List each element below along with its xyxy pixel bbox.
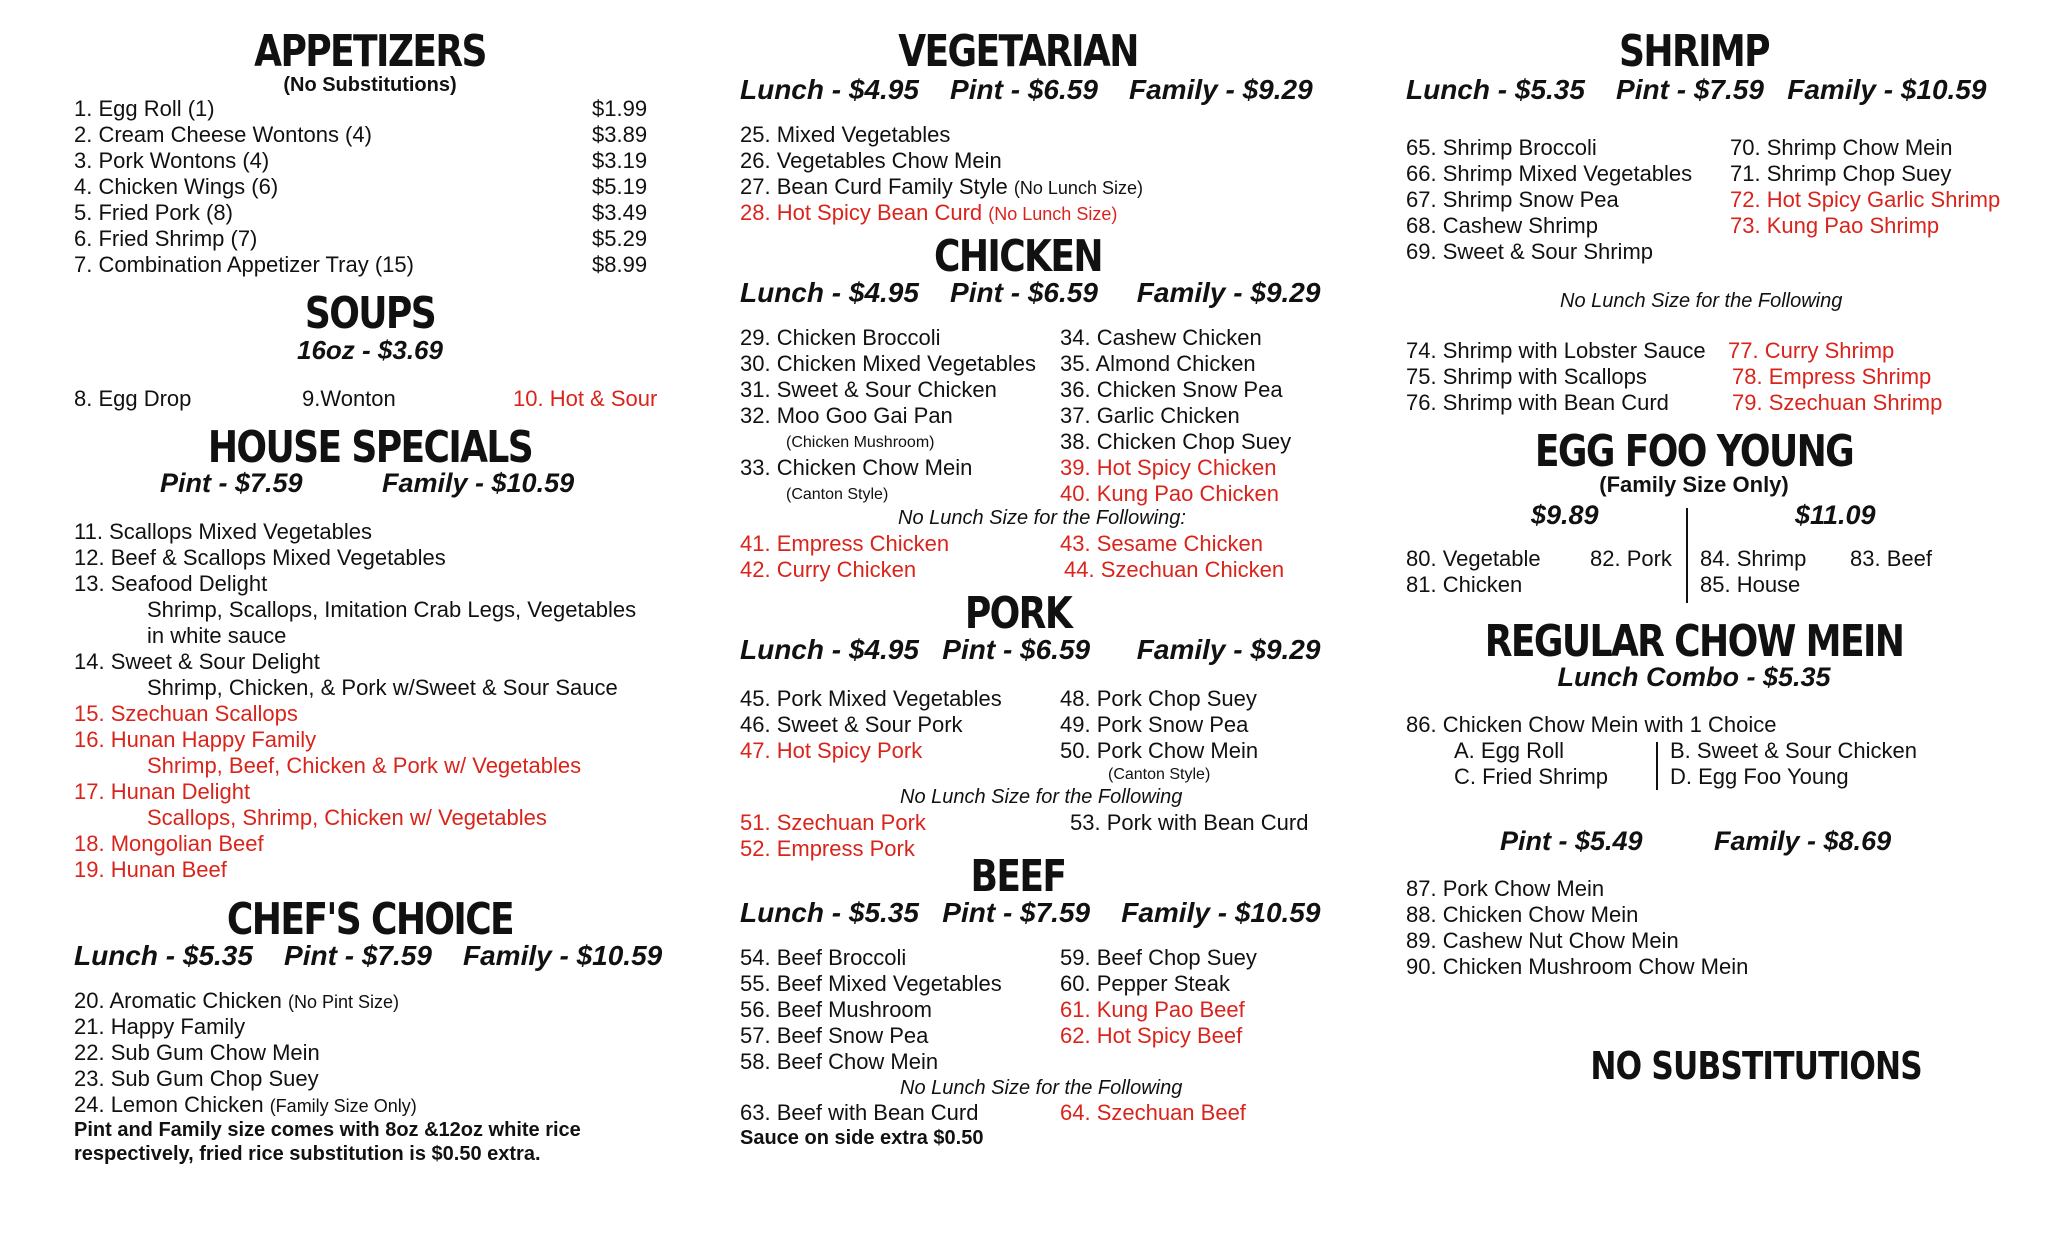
- list-item: 45. Pork Mixed Vegetables: [740, 686, 1002, 711]
- list-item: 42. Curry Chicken: [740, 557, 917, 582]
- chefs-choice-title: CHEF'S CHOICE: [226, 894, 514, 945]
- list-item: 73. Kung Pao Shrimp: [1730, 213, 1940, 238]
- column-middle: [738, 0, 1358, 1243]
- no-lunch-note: No Lunch Size for the Following: [900, 1077, 1183, 1099]
- list-item: 32. Moo Goo Gai Pan: [740, 403, 953, 428]
- choice-item: D. Egg Foo Young: [1670, 764, 1849, 789]
- list-item: [74, 1092, 417, 1119]
- list-item: 88. Chicken Chow Mein: [1406, 902, 1639, 927]
- list-item: 90. Chicken Mushroom Chow Mein: [1406, 954, 1749, 979]
- item-name: 24. Lemon Chicken: [74, 1092, 264, 1117]
- rice-footnote-1: Pint and Family size comes with 8oz &12oz white rice: [74, 1119, 581, 1141]
- pork-title: PORK: [964, 588, 1072, 639]
- list-item: 56. Beef Mushroom: [740, 997, 932, 1022]
- column-left: [70, 0, 670, 1243]
- appetizers-title: APPETIZERS: [254, 26, 486, 77]
- list-item: 60. Pepper Steak: [1060, 971, 1231, 996]
- list-item: 25. Mixed Vegetables: [740, 122, 951, 147]
- list-item: 53. Pork with Bean Curd: [1070, 810, 1309, 835]
- item-description: Scallops, Shrimp, Chicken w/ Vegetables: [147, 805, 547, 830]
- list-item: 69. Sweet & Sour Shrimp: [1406, 239, 1654, 264]
- soup-egg-drop: 8. Egg Drop: [74, 386, 192, 411]
- list-item: 40. Kung Pao Chicken: [1060, 481, 1279, 506]
- list-item: 21. Happy Family: [74, 1014, 246, 1039]
- list-item: 52. Empress Pork: [740, 836, 915, 861]
- divider: [1656, 742, 1658, 790]
- appetizer-2: 2. Cream Cheese Wontons (4): [74, 122, 372, 147]
- list-item: 36. Chicken Snow Pea: [1060, 377, 1283, 402]
- list-item: 72. Hot Spicy Garlic Shrimp: [1730, 187, 2001, 212]
- list-item: 30. Chicken Mixed Vegetables: [740, 351, 1036, 376]
- beef-prices: Lunch - $5.35 Pint - $7.59 Family - $10.59: [740, 897, 1321, 928]
- soups-title: SOUPS: [304, 288, 436, 339]
- item-note: (Family Size Only): [269, 1096, 417, 1116]
- list-item: [74, 988, 399, 1015]
- choice-item: C. Fried Shrimp: [1454, 764, 1609, 789]
- choice-item: B. Sweet & Sour Chicken: [1670, 738, 1918, 763]
- choice-item: A. Egg Roll: [1454, 738, 1565, 763]
- list-item: 43. Sesame Chicken: [1060, 531, 1263, 556]
- list-item: 15. Szechuan Scallops: [74, 701, 298, 726]
- appetizer-2-price: $3.89: [592, 122, 648, 147]
- chicken-title: CHICKEN: [934, 231, 1102, 282]
- list-item: 18. Mongolian Beef: [74, 831, 264, 856]
- list-item: 67. Shrimp Snow Pea: [1406, 187, 1619, 212]
- house-specials-pint: Pint - $7.59: [160, 468, 303, 498]
- list-item: 85. House: [1700, 572, 1801, 597]
- chow-mein-title: REGULAR CHOW MEIN: [1484, 616, 1904, 667]
- list-item: 75. Shrimp with Scallops: [1406, 364, 1647, 389]
- list-item: 39. Hot Spicy Chicken: [1060, 455, 1277, 480]
- chow-mein-combo: Lunch Combo - $5.35: [1557, 662, 1831, 692]
- appetizer-4: 4. Chicken Wings (6): [74, 174, 279, 199]
- list-item: [740, 174, 1143, 201]
- no-substitutions-banner: NO SUBSTITUTIONS: [1590, 1044, 1922, 1088]
- list-item: 49. Pork Snow Pea: [1060, 712, 1249, 737]
- egg-foo-young-price-right: $11.09: [1795, 500, 1876, 530]
- list-item: 12. Beef & Scallops Mixed Vegetables: [74, 545, 446, 570]
- item-note: (No Lunch Size): [988, 204, 1118, 224]
- vegetarian-title: VEGETARIAN: [898, 26, 1138, 77]
- egg-foo-young-note: (Family Size Only): [1599, 472, 1789, 497]
- list-item: 47. Hot Spicy Pork: [740, 738, 923, 763]
- soup-hot-sour: 10. Hot & Sour: [513, 386, 658, 411]
- list-item: 35. Almond Chicken: [1060, 351, 1256, 376]
- list-item: 14. Sweet & Sour Delight: [74, 649, 320, 674]
- list-item: 17. Hunan Delight: [74, 779, 251, 804]
- list-item: 51. Szechuan Pork: [740, 810, 926, 835]
- beef-title: BEEF: [970, 851, 1066, 902]
- item-note: (Canton Style): [1108, 766, 1211, 783]
- chow-mein-family: Family - $8.69: [1714, 826, 1892, 856]
- soup-wonton: 9.Wonton: [302, 386, 396, 411]
- list-item: 84. Shrimp: [1700, 546, 1807, 571]
- list-item: 57. Beef Snow Pea: [740, 1023, 929, 1048]
- chow-mein-pint: Pint - $5.49: [1500, 826, 1643, 856]
- chefs-choice-prices: Lunch - $5.35 Pint - $7.59 Family - $10.59: [74, 940, 663, 971]
- list-item: 61. Kung Pao Beef: [1060, 997, 1245, 1022]
- list-item: 16. Hunan Happy Family: [74, 727, 317, 752]
- divider: [1686, 508, 1688, 603]
- list-item: 23. Sub Gum Chop Suey: [74, 1066, 319, 1091]
- item-name: 20. Aromatic Chicken: [74, 988, 282, 1013]
- appetizer-1: 1. Egg Roll (1): [74, 96, 215, 121]
- list-item: 77. Curry Shrimp: [1728, 338, 1895, 363]
- appetizer-7-price: $8.99: [592, 252, 648, 277]
- no-lunch-note: No Lunch Size for the Following:: [898, 507, 1186, 529]
- list-item: 63. Beef with Bean Curd: [740, 1100, 979, 1125]
- column-right: [1404, 0, 2024, 1243]
- item-name: 27. Bean Curd Family Style: [740, 174, 1008, 199]
- house-specials-title: HOUSE SPECIALS: [207, 422, 533, 473]
- list-item: 34. Cashew Chicken: [1060, 325, 1262, 350]
- shrimp-prices: Lunch - $5.35 Pint - $7.59 Family - $10.59: [1406, 74, 1987, 105]
- appetizers-note: (No Substitutions): [283, 74, 457, 96]
- list-item: 65. Shrimp Broccoli: [1406, 135, 1597, 160]
- item-note: (No Lunch Size): [1013, 178, 1143, 198]
- list-item: 89. Cashew Nut Chow Mein: [1406, 928, 1679, 953]
- item-description: Shrimp, Beef, Chicken & Pork w/ Vegetables: [147, 753, 582, 778]
- list-item: 38. Chicken Chop Suey: [1060, 429, 1292, 454]
- appetizer-7: 7. Combination Appetizer Tray (15): [74, 252, 414, 277]
- list-item: 41. Empress Chicken: [740, 531, 950, 556]
- list-item: 87. Pork Chow Mein: [1406, 876, 1605, 901]
- appetizer-6: 6. Fried Shrimp (7): [74, 226, 258, 251]
- list-item: 74. Shrimp with Lobster Sauce: [1406, 338, 1706, 363]
- no-lunch-note: No Lunch Size for the Following: [900, 786, 1183, 808]
- list-item: 83. Beef: [1850, 546, 1932, 571]
- list-item: 29. Chicken Broccoli: [740, 325, 941, 350]
- item-note: (Canton Style): [786, 486, 889, 503]
- appetizer-1-price: $1.99: [592, 96, 648, 121]
- item-description: Shrimp, Chicken, & Pork w/Sweet & Sour Sauce: [147, 675, 618, 700]
- no-lunch-note: No Lunch Size for the Following: [1560, 290, 1843, 312]
- list-item: 44. Szechuan Chicken: [1064, 557, 1285, 582]
- list-item: 86. Chicken Chow Mein with 1 Choice: [1406, 712, 1777, 737]
- list-item: 66. Shrimp Mixed Vegetables: [1406, 161, 1693, 186]
- item-description: in white sauce: [147, 623, 287, 648]
- appetizer-5-price: $3.49: [592, 200, 648, 225]
- house-specials-family: Family - $10.59: [382, 468, 575, 498]
- list-item: 54. Beef Broccoli: [740, 945, 907, 970]
- list-item: 37. Garlic Chicken: [1060, 403, 1240, 428]
- list-item: 71. Shrimp Chop Suey: [1730, 161, 1952, 186]
- egg-foo-young-price-left: $9.89: [1531, 500, 1599, 530]
- sauce-footnote: Sauce on side extra $0.50: [740, 1127, 984, 1149]
- appetizer-3: 3. Pork Wontons (4): [74, 148, 270, 173]
- list-item: 48. Pork Chop Suey: [1060, 686, 1257, 711]
- list-item: 11. Scallops Mixed Vegetables: [74, 519, 372, 544]
- list-item: 13. Seafood Delight: [74, 571, 268, 596]
- list-item: 64. Szechuan Beef: [1060, 1100, 1246, 1125]
- item-description: Shrimp, Scallops, Imitation Crab Legs, Vegetables: [147, 597, 637, 622]
- list-item: 22. Sub Gum Chow Mein: [74, 1040, 320, 1065]
- list-item: 33. Chicken Chow Mein: [740, 455, 973, 480]
- pork-prices: Lunch - $4.95 Pint - $6.59 Family - $9.29: [740, 634, 1321, 665]
- chicken-prices: Lunch - $4.95 Pint - $6.59 Family - $9.29: [740, 277, 1321, 308]
- rice-footnote-2: respectively, fried rice substitution is $0.50 extra.: [74, 1143, 541, 1165]
- list-item: 46. Sweet & Sour Pork: [740, 712, 963, 737]
- shrimp-title: SHRIMP: [1619, 26, 1769, 77]
- list-item: 76. Shrimp with Bean Curd: [1406, 390, 1669, 415]
- appetizer-5: 5. Fried Pork (8): [74, 200, 233, 225]
- list-item: 19. Hunan Beef: [74, 857, 227, 882]
- list-item: 50. Pork Chow Mein: [1060, 738, 1259, 763]
- list-item: 26. Vegetables Chow Mein: [740, 148, 1002, 173]
- appetizer-6-price: $5.29: [592, 226, 648, 251]
- list-item: 31. Sweet & Sour Chicken: [740, 377, 997, 402]
- list-item: 82. Pork: [1590, 546, 1672, 571]
- list-item: 79. Szechuan Shrimp: [1732, 390, 1943, 415]
- egg-foo-young-title: EGG FOO YOUNG: [1534, 426, 1854, 477]
- list-item: 59. Beef Chop Suey: [1060, 945, 1257, 970]
- soups-price: 16oz - $3.69: [297, 335, 443, 365]
- vegetarian-prices: Lunch - $4.95 Pint - $6.59 Family - $9.29: [740, 74, 1313, 105]
- list-item: 78. Empress Shrimp: [1732, 364, 1932, 389]
- list-item: 62. Hot Spicy Beef: [1060, 1023, 1243, 1048]
- list-item: 81. Chicken: [1406, 572, 1523, 597]
- list-item: 80. Vegetable: [1406, 546, 1541, 571]
- list-item: [740, 200, 1117, 227]
- list-item: 58. Beef Chow Mein: [740, 1049, 939, 1074]
- item-note: (Chicken Mushroom): [786, 434, 935, 451]
- list-item: 55. Beef Mixed Vegetables: [740, 971, 1002, 996]
- appetizer-3-price: $3.19: [592, 148, 648, 173]
- item-name: 28. Hot Spicy Bean Curd: [740, 200, 983, 225]
- appetizer-4-price: $5.19: [592, 174, 648, 199]
- list-item: 68. Cashew Shrimp: [1406, 213, 1598, 238]
- list-item: 70. Shrimp Chow Mein: [1730, 135, 1953, 160]
- item-note: (No Pint Size): [288, 992, 400, 1012]
